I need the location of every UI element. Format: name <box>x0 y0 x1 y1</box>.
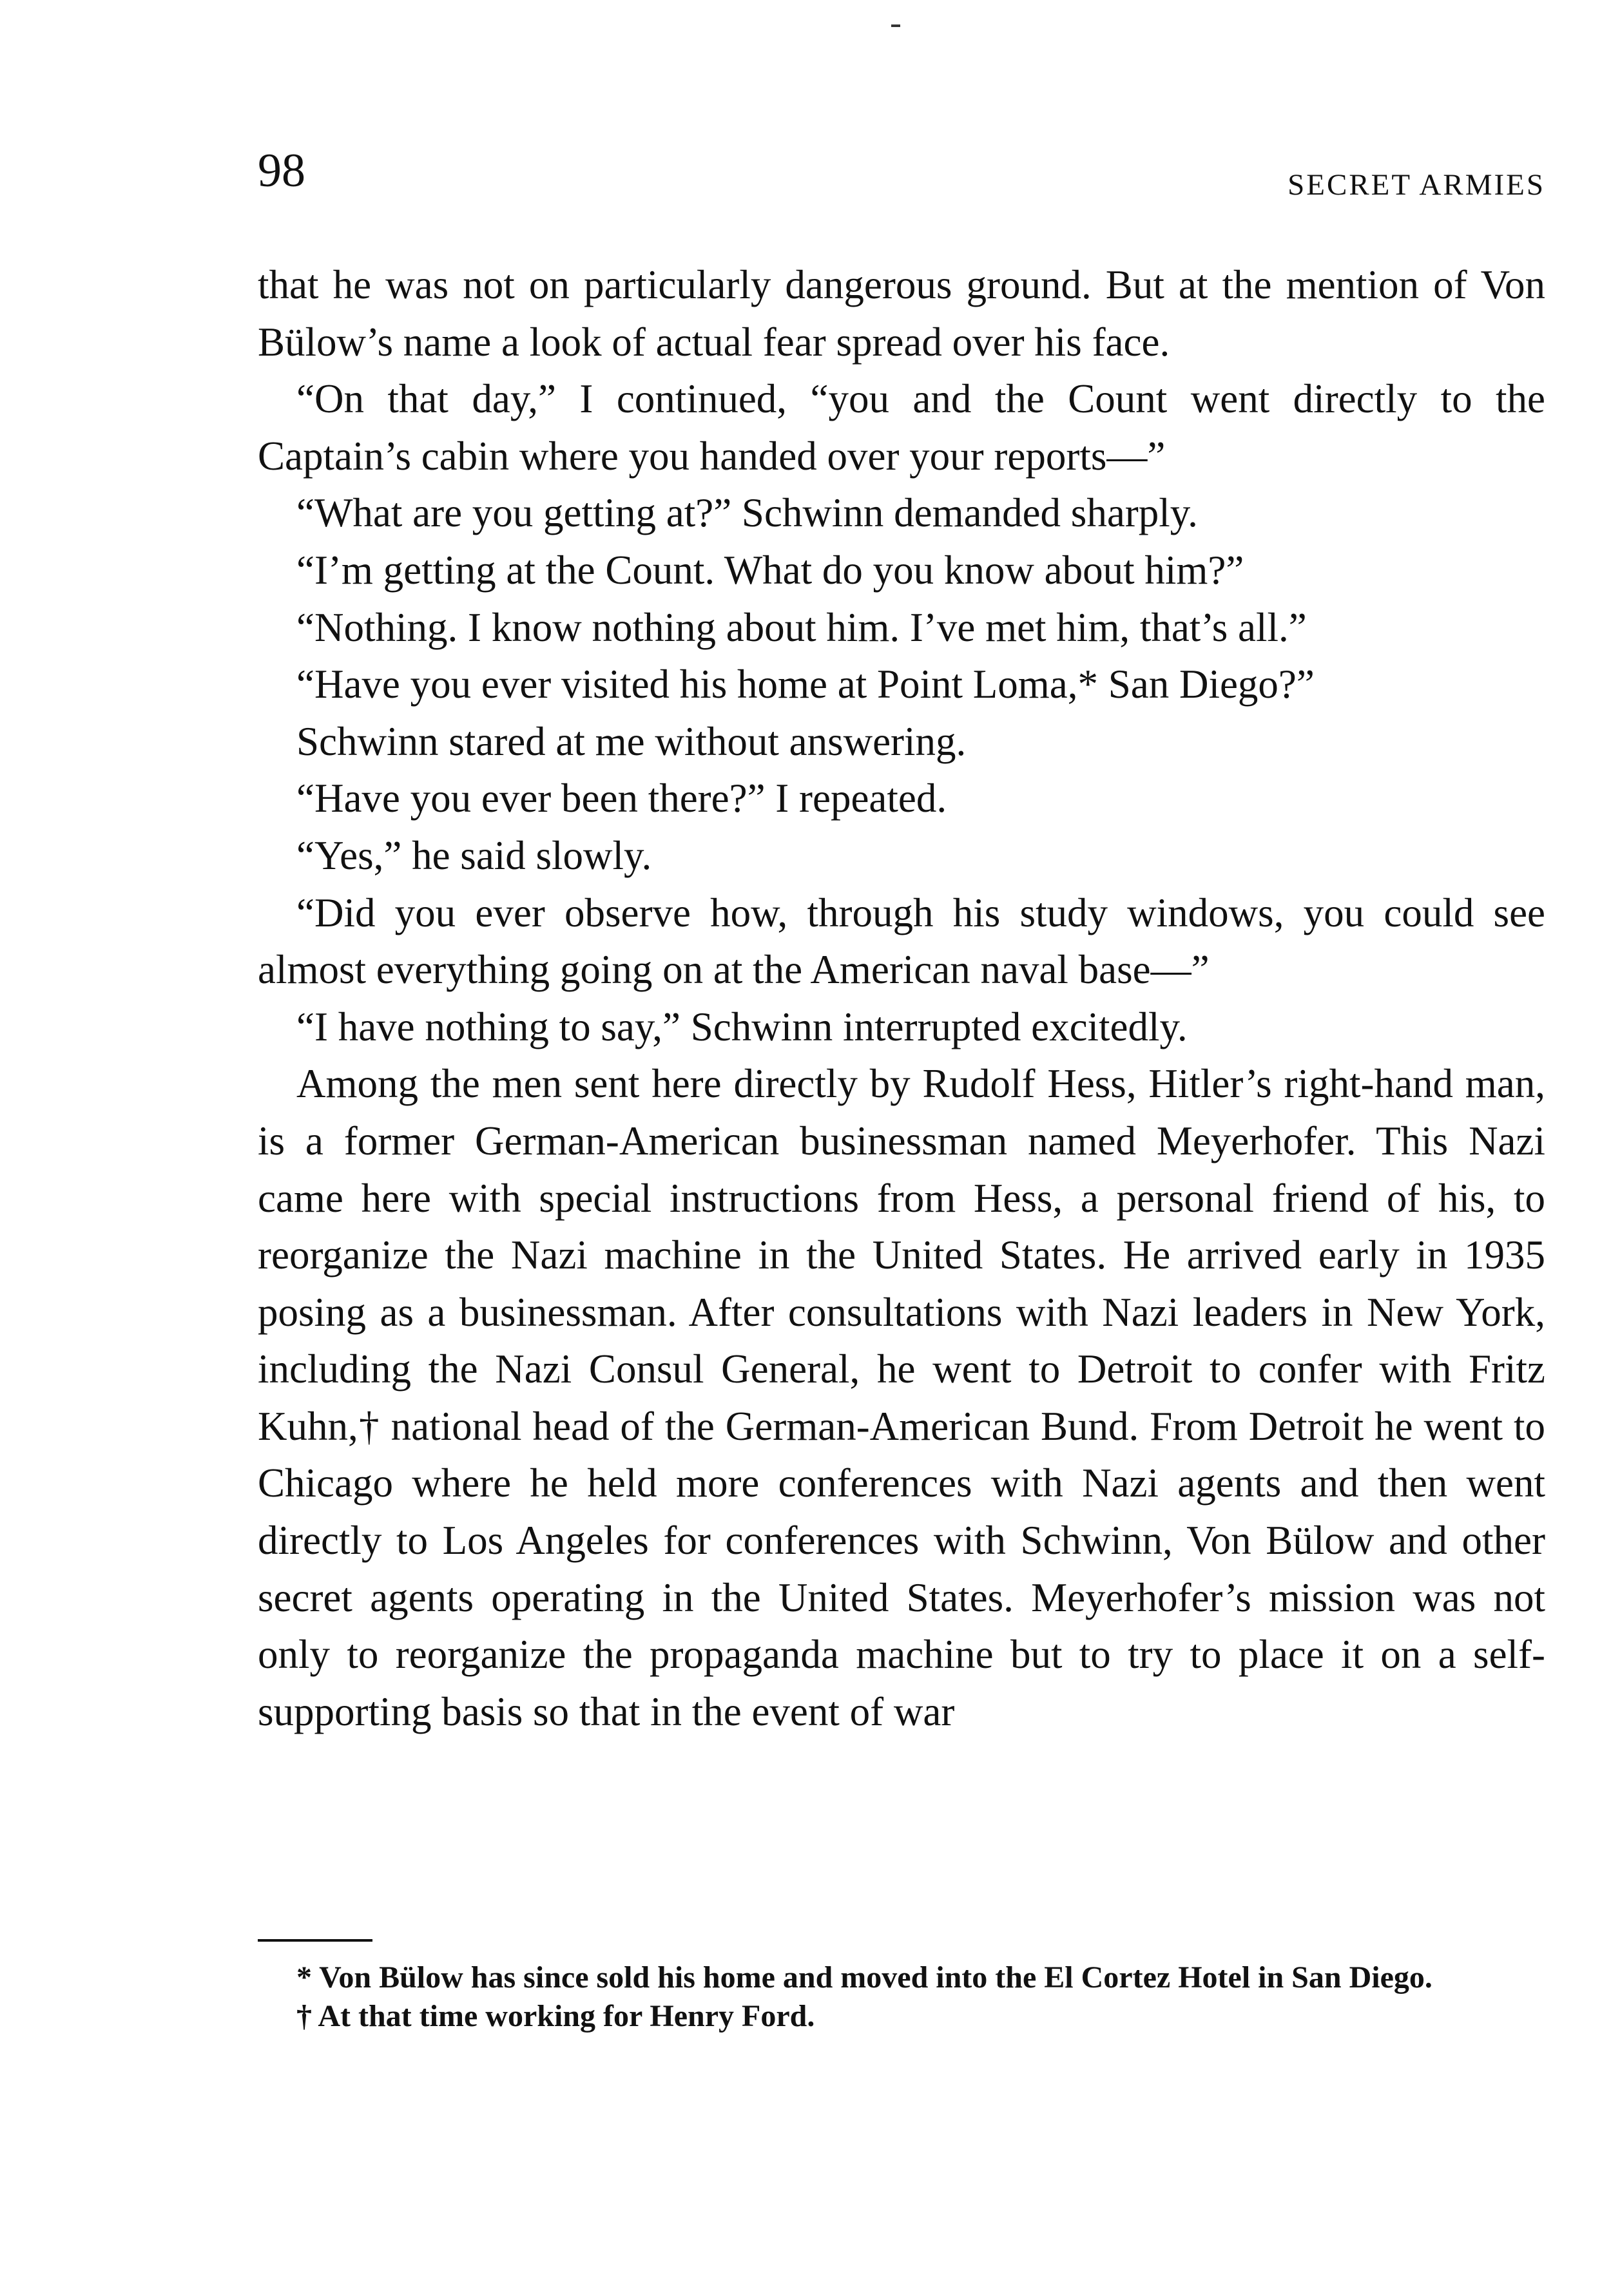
paragraph: “Have you ever visited his home at Point Loma,* San Diego?” <box>296 662 1315 707</box>
scan-mark <box>891 24 900 27</box>
paragraph: “Did you ever observe how, through his study windows, you could see almost everything going on at the American naval base—” <box>258 890 1545 993</box>
footnote-rule <box>258 1939 372 1942</box>
running-head: SECRET ARMIES <box>1288 168 1545 202</box>
body-text <box>258 256 1545 1740</box>
footnotes <box>258 1958 1545 2036</box>
page-number: 98 <box>258 144 305 197</box>
paragraph: “Nothing. I know nothing about him. I’ve met him, that’s all.” <box>296 604 1307 650</box>
footnote: * Von Bülow has since sold his home and moved into the El Cortez Hotel in San Diego. <box>296 1960 1433 1995</box>
paragraph: “Have you ever been there?” I repeated. <box>296 776 947 821</box>
paragraph: that he was not on particularly dangerous ground. But at the mention of Von Bülow’s name a look of actual fear spread over his face. <box>258 262 1545 365</box>
paragraph: “I have nothing to say,” Schwinn interrupted excitedly. <box>296 1004 1188 1049</box>
paragraph: “What are you getting at?” Schwinn demanded sharply. <box>296 490 1198 536</box>
paragraph: “Yes,” he said slowly. <box>296 832 652 878</box>
paragraph: “I’m getting at the Count. What do you know about him?” <box>296 547 1244 593</box>
paragraph: Schwinn stared at me without answering. <box>296 718 967 764</box>
paragraph: “On that day,” I continued, “you and the Count went directly to the Captain’s cabin where you handed over your reports—” <box>258 376 1545 479</box>
footnote: † At that time working for Henry Ford. <box>296 1999 815 2033</box>
paragraph: Among the men sent here directly by Rudolf Hess, Hitler’s right-hand man, is a former German-American businessman named Meyerhofer. This Nazi came here with special instructions from Hess, a personal friend of his, to reorganize the Nazi machine in the United States. He arrived early in 1935 posing as a businessman. After consultations with Nazi leaders in New York, including the Nazi Consul General, he went to Detroit to confer with Fritz Kuhn,† national head of the German-American Bund. From Detroit he went to Chicago where he held more conferences with Nazi agents and then went directly to Los Angeles for conferences with Schwinn, Von Bülow and other secret agents operating in the United States. Meyerhofer’s mission was not only to reorganize the propaganda machine but to try to place it on a self-supporting basis so that in the event of war <box>258 1061 1545 1734</box>
